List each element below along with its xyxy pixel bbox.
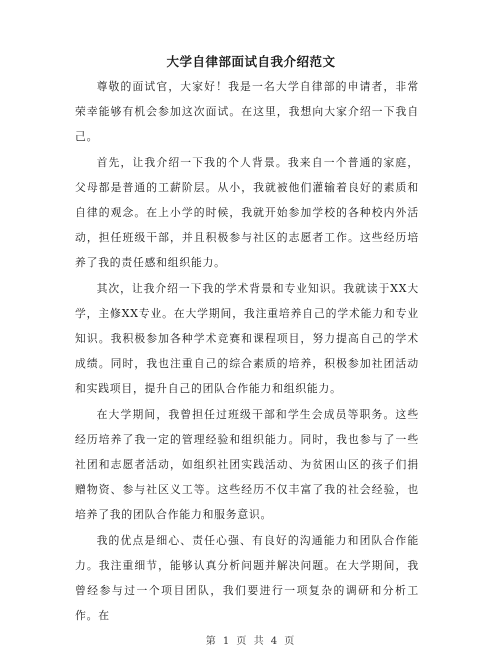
paragraph-academic-background: 其次，让我介绍一下我的学术背景和专业知识。我就读于XX大学，主修XX专业。在大学期间，我注重培养自己的学术能力和专业知识。我积极参加各种学术竞赛和课程项目，努力提高自己的学术成绩。同时，我也注重自己的综合素质的培养，积极参加社团活动和实践项目，提升自己的团队合作能力和组织能力。 (75, 281, 419, 396)
paragraph-greeting: 尊敬的面试官，大家好！我是一名大学自律部的申请者，非常荣幸能够有机会参加这次面试。在这里，我想向大家介绍一下我自己。 (75, 80, 419, 144)
paragraph-university-experience: 在大学期间，我曾担任过班级干部和学生会成员等职务。这些经历培养了我一定的管理经验和组织能力。同时，我也参与了一些社团和志愿者活动，如组织社团实践活动、为贫困山区的孩子们捐赠物资、参与社区义工等。这些经历不仅丰富了我的社会经验，也培养了我的团队合作能力和服务意识。 (75, 407, 419, 522)
paragraph-personal-background: 首先，让我介绍一下我的个人背景。我来自一个普通的家庭，父母都是普通的工薪阶层。从小，我就被他们灌输着良好的素质和自律的观念。在上小学的时候，我就开始参加学校的各种校内外活动，担任班级干部，并且积极参与社区的志愿者工作。这些经历培养了我的责任感和组织能力。 (75, 155, 419, 270)
document-body (75, 74, 419, 628)
document-title: 大学自律部面试自我介绍范文 (166, 54, 336, 69)
page-footer: 第 1 页 共 4 页 (205, 636, 297, 647)
paragraph-strengths: 我的优点是细心、责任心强、有良好的沟通能力和团队合作能力。我注重细节，能够认真分析问题并解决问题。在大学期间，我曾经参与过一个项目团队，我们要进行一项复杂的调研和分析工作。在 (75, 533, 419, 623)
